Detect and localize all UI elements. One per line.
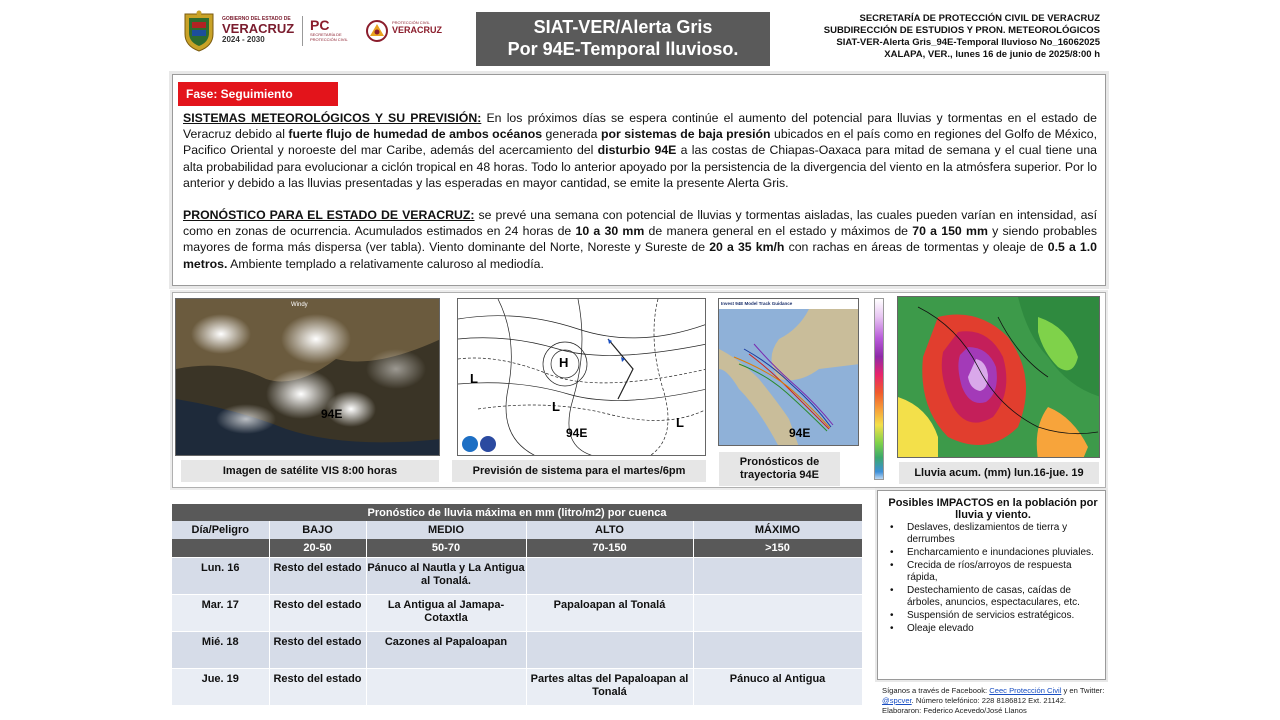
veracruz-shield-logo (182, 10, 216, 52)
proteccion-civil-emblem-icon (366, 20, 388, 42)
systems-paragraph (183, 110, 1097, 191)
trajectory-image (718, 298, 859, 446)
cell-alto: Partes altas del Papaloapan al Tonalá (526, 669, 693, 706)
cell-bajo: Resto del estado (269, 558, 366, 595)
footer-text-2: y en Twitter: (1061, 686, 1105, 695)
cell-day: Mar. 17 (172, 595, 269, 632)
rain-accum-map (897, 296, 1100, 458)
cell-bajo: Resto del estado (269, 632, 366, 669)
forecast-paragraph (183, 207, 1097, 272)
range-alto: 70-150 (526, 539, 693, 558)
low-pressure-label-east: L (676, 415, 684, 430)
rain-color-scale (874, 298, 884, 480)
table-title: Pronóstico de lluvia máxima en mm (litro/m2) por cuenca (172, 504, 862, 521)
alert-title (476, 12, 770, 66)
forecast-text-4: con rachas en áreas de tormentas y oleaje de (784, 240, 1048, 255)
col-header-alto: ALTO (526, 521, 693, 539)
cell-maximo: Pánuco al Antigua (693, 669, 862, 706)
table-row (172, 669, 862, 706)
low-pressure-label-center: L (552, 399, 560, 414)
cell-maximo (693, 558, 862, 595)
cell-bajo: Resto del estado (269, 595, 366, 632)
sat-94e-label: 94E (321, 407, 343, 421)
table-row (172, 558, 862, 595)
phase-badge: Fase: Seguimiento (178, 82, 338, 106)
cell-day: Jue. 19 (172, 669, 269, 706)
forecast-text-3: y siendo probables mayores de forma más dispersa (ver tabla). Viento dominante del Norte, Noreste y Sureste de (183, 224, 1097, 255)
satellite-image (175, 298, 440, 456)
systems-bold-2: por sistemas de baja presión (600, 127, 771, 142)
gobierno-veracruz-logo (222, 16, 298, 44)
cell-medio: Cazones al Papaloapan (366, 632, 526, 669)
forecast-text-5: Ambiente templado a relativamente caluroso al mediodía. (227, 256, 544, 271)
authors-text: Elaboraron: Federico Acevedo/José Llanos (882, 706, 1027, 715)
alert-title-line-2: Por 94E-Temporal lluvioso. (507, 39, 739, 59)
cell-maximo (693, 595, 862, 632)
gob-line-2: VERACRUZ (222, 21, 295, 36)
range-maximo: >150 (693, 539, 862, 558)
impacts-title: Posibles IMPACTOS en la población por lluvia y viento. (888, 497, 1098, 521)
table-row (172, 632, 862, 669)
list-item: • Encharcamiento e inundaciones pluviales. (888, 547, 1100, 559)
forecast-text-2: de manera general en el estado y máximos de (644, 224, 913, 239)
cell-day: Lun. 16 (172, 558, 269, 595)
trajectory-caption (719, 452, 840, 486)
pc-logo (310, 18, 360, 42)
forecast-bold-2: 70 a 150 mm (912, 224, 988, 239)
footer-text-3: . Número telefónico: 228 8186812 Ext. 21142. (911, 696, 1067, 705)
trajectory-title: Invest 94E Model Track Guidance (719, 299, 859, 309)
systems-text-1: En los próximos días se espera continúe el aumento del potencial para lluvias y tormentas en el estado de Veracruz debido al (183, 111, 1097, 142)
range-medio: 50-70 (366, 539, 526, 558)
col-header-maximo: MÁXIMO (693, 521, 862, 539)
trajectory-caption-line-2: trayectoria 94E (740, 469, 819, 481)
pc-sub: SECRETARÍA DE PROTECCIÓN CIVIL (310, 32, 348, 42)
systems-text-4: a las costas de Chiapas-Oaxaca para mitad de semana y el cual tiene una alta probabilidad para evolucionar a ciclón tropical en 48 horas. Todo lo anterior apoyado por la persistencia de la divergencia del viento en la atmósfera superior. Por lo anterior y debido a las lluvias presentadas y las esperadas en mayor cantidad, se emite la presente Alerta Gris. (183, 143, 1098, 190)
trajectory-caption-line-1: Pronósticos de (739, 456, 820, 468)
cell-medio: La Antigua al Jamapa-Cotaxtla (366, 595, 526, 632)
table-range-row (172, 539, 862, 558)
alert-title-line-1: SIAT-VER/Alerta Gris (533, 17, 713, 37)
trajectory-94e-label: 94E (789, 426, 811, 440)
issuer-line-2: SUBDIRECCIÓN DE ESTUDIOS Y PRON. METEOROLÓGICOS (823, 25, 1100, 36)
contact-footer (882, 686, 1112, 716)
issuer-line-3: SIAT-VER-Alerta Gris_94E-Temporal lluvioso No_16062025 (836, 37, 1100, 48)
rain-map-caption: Lluvia acum. (mm) lun.16-jue. 19 (899, 462, 1099, 484)
cell-day: Mié. 18 (172, 632, 269, 669)
cell-bajo: Resto del estado (269, 669, 366, 706)
rain-forecast-table (172, 504, 863, 705)
satellite-caption: Imagen de satélite VIS 8:00 horas (181, 460, 439, 482)
range-day (172, 539, 269, 558)
issuer-line-1: SECRETARÍA DE PROTECCIÓN CIVIL DE VERACRUZ (859, 13, 1100, 24)
systems-bold-1: fuerte flujo de humedad de ambos océanos (288, 127, 543, 142)
col-header-day: Día/Peligro (172, 521, 269, 539)
cell-medio: Pánuco al Nautla y La Antigua al Tonalá. (366, 558, 526, 595)
cell-medio (366, 669, 526, 706)
forecast-heading: PRONÓSTICO PARA EL ESTADO DE VERACRUZ: (183, 208, 475, 222)
systems-heading: SISTEMAS METEOROLÓGICOS Y SU PREVISIÓN: (183, 111, 482, 125)
range-bajo: 20-50 (269, 539, 366, 558)
pcv-name: VERACRUZ (392, 25, 443, 35)
cell-alto (526, 558, 693, 595)
list-item: • Deslaves, deslizamientos de tierra y derrumbes (888, 522, 1100, 546)
systems-text-2: generada (542, 127, 601, 142)
low-pressure-label-west: L (470, 371, 478, 386)
logo-divider (302, 16, 303, 46)
surface-chart-image (457, 298, 706, 456)
pc-veracruz-logo (392, 20, 462, 35)
gob-line-1: GOBIERNO DEL ESTADO DE (222, 16, 291, 22)
facebook-link[interactable]: Ceec Protección Civil (989, 686, 1062, 695)
list-item: • Destechamiento de casas, caídas de árboles, anuncios, espectaculares, etc. (888, 585, 1100, 609)
forecast-bold-4: 0.5 a 1.0 metros. (183, 240, 1097, 271)
pc-short: PC (310, 17, 330, 33)
high-pressure-label: H (559, 355, 569, 370)
forecast-text-1: se prevé una semana con potencial de lluvias y tormentas aisladas, las cuales pueden varían en intensidad, así como en zonas de ocurrencia. Acumulados estimados en 24 horas de (183, 208, 1097, 239)
issuer-line-4: XALAPA, VER., lunes 16 de junio de 2025/8:00 h (884, 49, 1100, 60)
col-header-medio: MEDIO (366, 521, 526, 539)
systems-text-3: ubicados en el país como en regiones del Golfo de México, Pacifico Oriental y noroeste del mar Caribe, además del acercamiento del (183, 127, 1097, 158)
impacts-list (888, 522, 1100, 636)
table-header-row (172, 521, 862, 539)
cell-alto (526, 632, 693, 669)
gob-line-3: 2024 - 2030 (222, 35, 265, 44)
col-header-bajo: BAJO (269, 521, 366, 539)
forecast-bold-1: 10 a 30 mm (575, 224, 645, 239)
list-item: • Crecida de ríos/arroyos de respuesta rápida, (888, 560, 1100, 584)
table-row (172, 595, 862, 632)
footer-text-1: Síganos a través de Facebook: (882, 686, 990, 695)
list-item: • Oleaje elevado (888, 623, 1100, 635)
twitter-link[interactable]: @spcver (882, 696, 912, 705)
systems-bold-3: disturbio 94E (597, 143, 677, 158)
cell-maximo (693, 632, 862, 669)
pcv-sub: PROTECCIÓN CIVIL (392, 20, 430, 25)
windy-watermark: Windy (291, 302, 308, 308)
cell-alto: Papaloapan al Tonalá (526, 595, 693, 632)
surface-chart-caption: Previsión de sistema para el martes/6pm (452, 460, 706, 482)
chart-94e-label: 94E (566, 426, 588, 440)
forecast-bold-3: 20 a 35 km/h (709, 240, 785, 255)
list-item: • Suspensión de servicios estratégicos. (888, 610, 1100, 622)
issuer-block (780, 13, 1100, 61)
